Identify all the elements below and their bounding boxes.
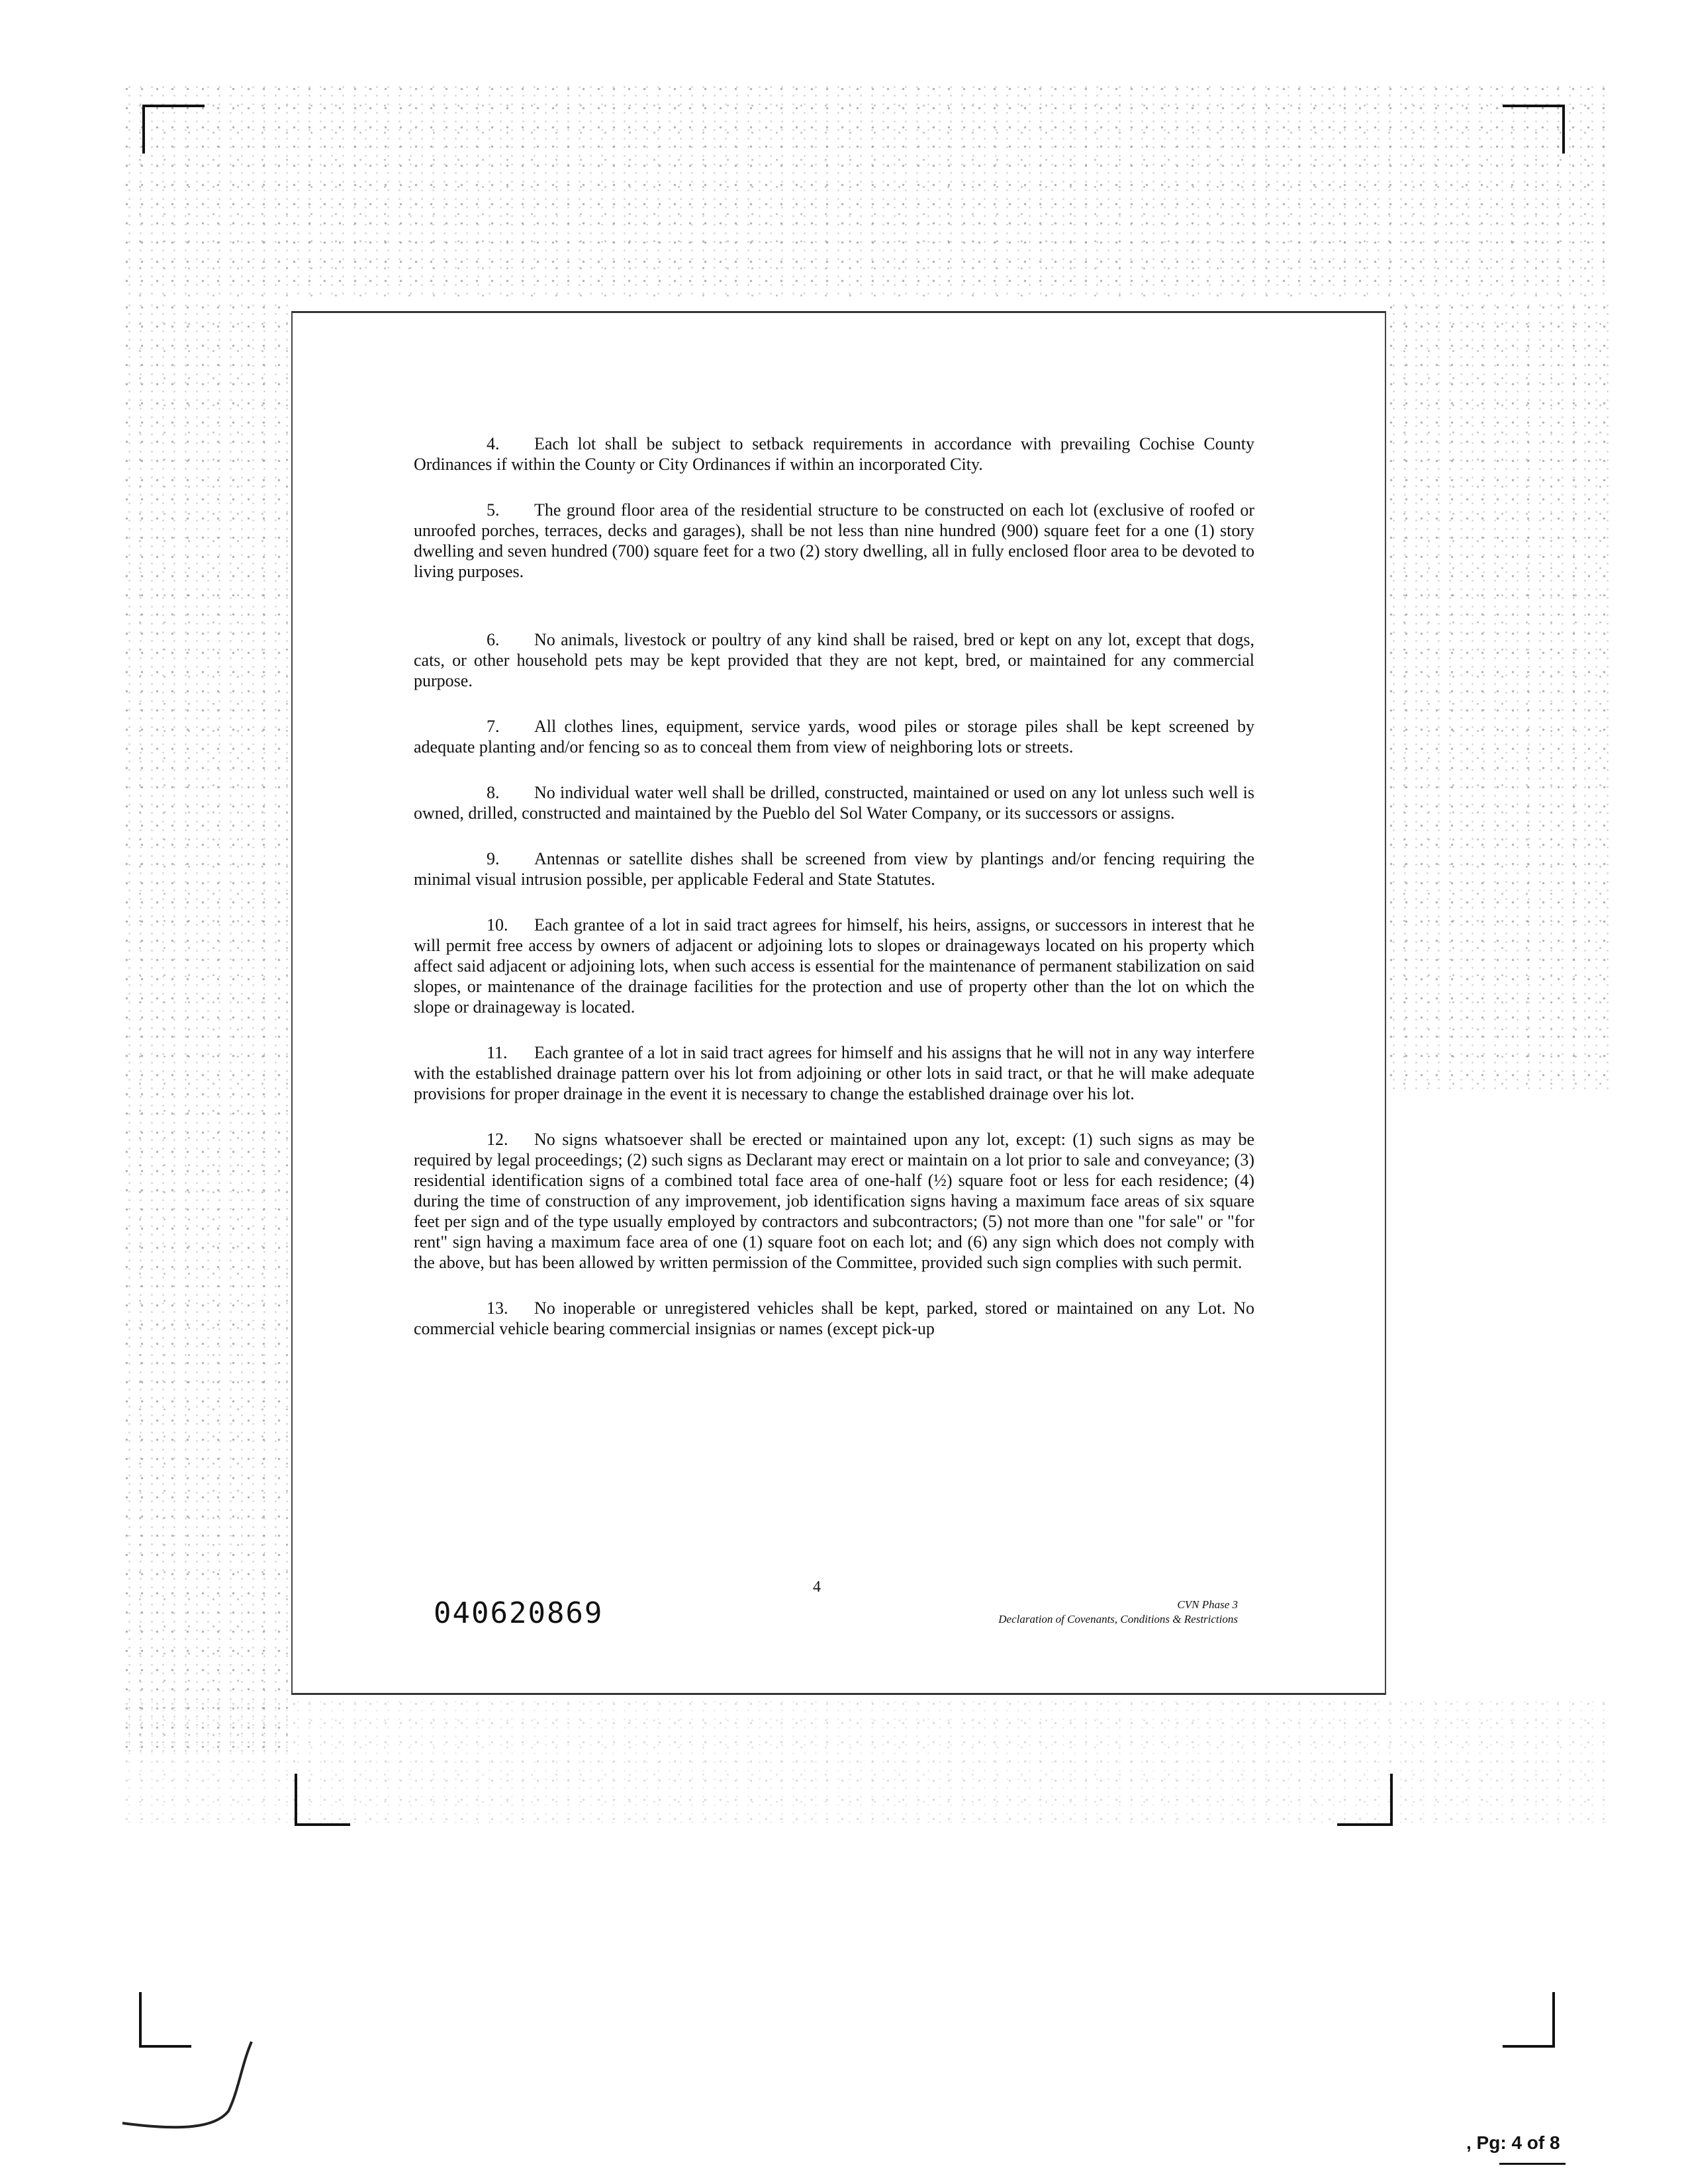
document-body <box>414 433 1254 1339</box>
paragraph-13: 13. No inoperable or unregistered vehicles shall be kept, parked, stored or maintained on any Lot. No commercial vehicle bearing commercial insignias or names (except pick-up <box>414 1298 1254 1338</box>
crop-mark-inner-bottom-left <box>295 1774 350 1826</box>
scan-noise-top <box>119 79 1609 298</box>
scan-noise-left <box>119 298 291 1754</box>
paragraph-text: No signs whatsoever shall be erected or maintained upon any lot, except: (1) such signs as may be required by legal proceedings; (2) such signs as Declarant may erect or maintain on a lot prior to sale and conveyance; (3) residential identification signs of a combined total face area of one-half (½) square foot or less for each residence; (4) during the time of construction of any improvement, job identification signs having a maximum face areas of six square feet per sign and of the type usually employed by contractors and subcontractors; (5) not more than one "for sale" or "for rent" sign having a maximum face area of one (1) square foot on each lot; and (6) any sign which does not comply with the above, but has been allowed by written permission of the Committee, provided such sign complies with such permit. <box>414 1130 1254 1272</box>
paragraph-text: Antennas or satellite dishes shall be screened from view by plantings and/or fencing requiring the minimal visual intrusion possible, per applicable Federal and State Statutes. <box>414 849 1254 889</box>
footer-phase: CVN Phase 3 <box>1177 1598 1238 1611</box>
paragraph-11: 11. Each grantee of a lot in said tract agrees for himself and his assigns that he will not in any way interfere with the established drainage pattern over his lot from adjoining or other lots in said tract, or that he will make adequate provisions for proper drainage in the event it is necessary to change the established drainage over his lot. <box>414 1043 1254 1103</box>
paragraph-text: No animals, livestock or poultry of any kind shall be raised, bred or kept on any lot, except that dogs, cats, or other household pets may be kept provided that they are not kept, bred, or maintained for any commercial purpose. <box>414 630 1254 690</box>
paragraph-text: No inoperable or unregistered vehicles shall be kept, parked, stored or maintained on any Lot. No commercial vehicle bearing commercial insignias or names (except pick-up <box>414 1298 1254 1338</box>
page-indicator-underline <box>1499 2163 1566 2165</box>
scan-noise-right <box>1383 298 1609 1092</box>
page-number: 4 <box>813 1578 821 1596</box>
pen-stroke-mark <box>116 2038 255 2138</box>
paragraph-4: 4. Each lot shall be subject to setback requirements in accordance with prevailing Cochise County Ordinances if within the County or City Ordinances if within an incorporated City. <box>414 434 1254 474</box>
paragraph-7: 7. All clothes lines, equipment, service yards, wood piles or storage piles shall be kept screened by adequate planting and/or fencing so as to conceal them from view of neighboring lots or streets. <box>414 717 1254 756</box>
paragraph-text: All clothes lines, equipment, service yards, wood piles or storage piles shall be kept screened by adequate planting and/or fencing so as to conceal them from view of neighboring lots or streets. <box>414 717 1254 756</box>
paragraph-text: No individual water well shall be drilled, constructed, maintained or used on any lot unless such well is owned, drilled, constructed and maintained by the Pueblo del Sol Water Company, or its successors or assigns. <box>414 783 1254 823</box>
page-indicator: , Pg: 4 of 8 <box>1466 2132 1560 2153</box>
document-footer <box>998 1598 1238 1627</box>
crop-mark-inner-bottom-right <box>1337 1774 1393 1826</box>
footer-declaration: Declaration of Covenants, Conditions & Restrictions <box>998 1613 1238 1625</box>
paragraph-5: 5. The ground floor area of the residential structure to be constructed on each lot (exclusive of roofed or unroofed porches, terraces, decks and garages), shall be not less than nine hundred (900) square feet for a one (1) story dwelling and seven hundred (700) square feet for a two (2) story dwelling, all in fully enclosed floor area to be devoted to living purposes. <box>414 500 1254 581</box>
paragraph-10: 10. Each grantee of a lot in said tract agrees for himself, his heirs, assigns, or successors in interest that he will permit free access by owners of adjacent or adjoining lots to slopes or drainageways located on his property which affect said adjacent or adjoining lots, when such access is essential for the maintenance of permanent stabilization on said slopes, or maintenance of the drainage facilities for the protection and use of property other than the lot on which the slope or drainageway is located. <box>414 915 1254 1017</box>
crop-mark-bottom-right <box>1503 1992 1555 2048</box>
document-code: 040620869 <box>434 1596 604 1630</box>
crop-mark-top-left <box>142 105 205 154</box>
paragraph-6: 6. No animals, livestock or poultry of any kind shall be raised, bred or kept on any lot, except that dogs, cats, or other household pets may be kept provided that they are not kept, bred, or maintained for any commercial purpose. <box>414 630 1254 690</box>
paragraph-8: 8. No individual water well shall be drilled, constructed, maintained or used on any lot unless such well is owned, drilled, constructed and maintained by the Pueblo del Sol Water Company, or its successors or assigns. <box>414 783 1254 823</box>
paragraph-9: 9. Antennas or satellite dishes shall be screened from view by plantings and/or fencing requiring the minimal visual intrusion possible, per applicable Federal and State Statutes. <box>414 849 1254 889</box>
paragraph-text: Each grantee of a lot in said tract agrees for himself and his assigns that he will not in any way interfere with the established drainage pattern over his lot from adjoining or other lots in said tract, or that he will make adequate provisions for proper drainage in the event it is necessary to change the established drainage over his lot. <box>414 1043 1254 1103</box>
paragraph-text: Each lot shall be subject to setback requirements in accordance with prevailing Cochise County Ordinances if within the County or City Ordinances if within an incorporated City. <box>414 434 1254 474</box>
paragraph-text: Each grantee of a lot in said tract agrees for himself, his heirs, assigns, or successors in interest that he will permit free access by owners of adjacent or adjoining lots to slopes or drainageways located on his property which affect said adjacent or adjoining lots, when such access is essential for the maintenance of permanent stabilization on said slopes, or maintenance of the drainage facilities for the protection and use of property other than the lot on which the slope or drainageway is located. <box>414 915 1254 1017</box>
paragraph-12: 12. No signs whatsoever shall be erected or maintained upon any lot, except: (1) such signs as may be required by legal proceedings; (2) such signs as Declarant may erect or maintain on a lot prior to sale and conveyance; (3) residential identification signs of a combined total face area of one-half (½) square foot or less for each residence; (4) during the time of construction of any improvement, job identification signs having a maximum face areas of six square feet per sign and of the type usually employed by contractors and subcontractors; (5) not more than one "for sale" or "for rent" sign having a maximum face area of one (1) square foot on each lot; and (6) any sign which does not comply with the above, but has been allowed by written permission of the Committee, provided such sign complies with such permit. <box>414 1130 1254 1272</box>
crop-mark-top-right <box>1503 105 1565 154</box>
paragraph-text: The ground floor area of the residential structure to be constructed on each lot (exclusive of roofed or unroofed porches, terraces, decks and garages), shall be not less than nine hundred (900) square feet for a one (1) story dwelling and seven hundred (700) square feet for a two (2) story dwelling, all in fully enclosed floor area to be devoted to living purposes. <box>414 500 1254 581</box>
